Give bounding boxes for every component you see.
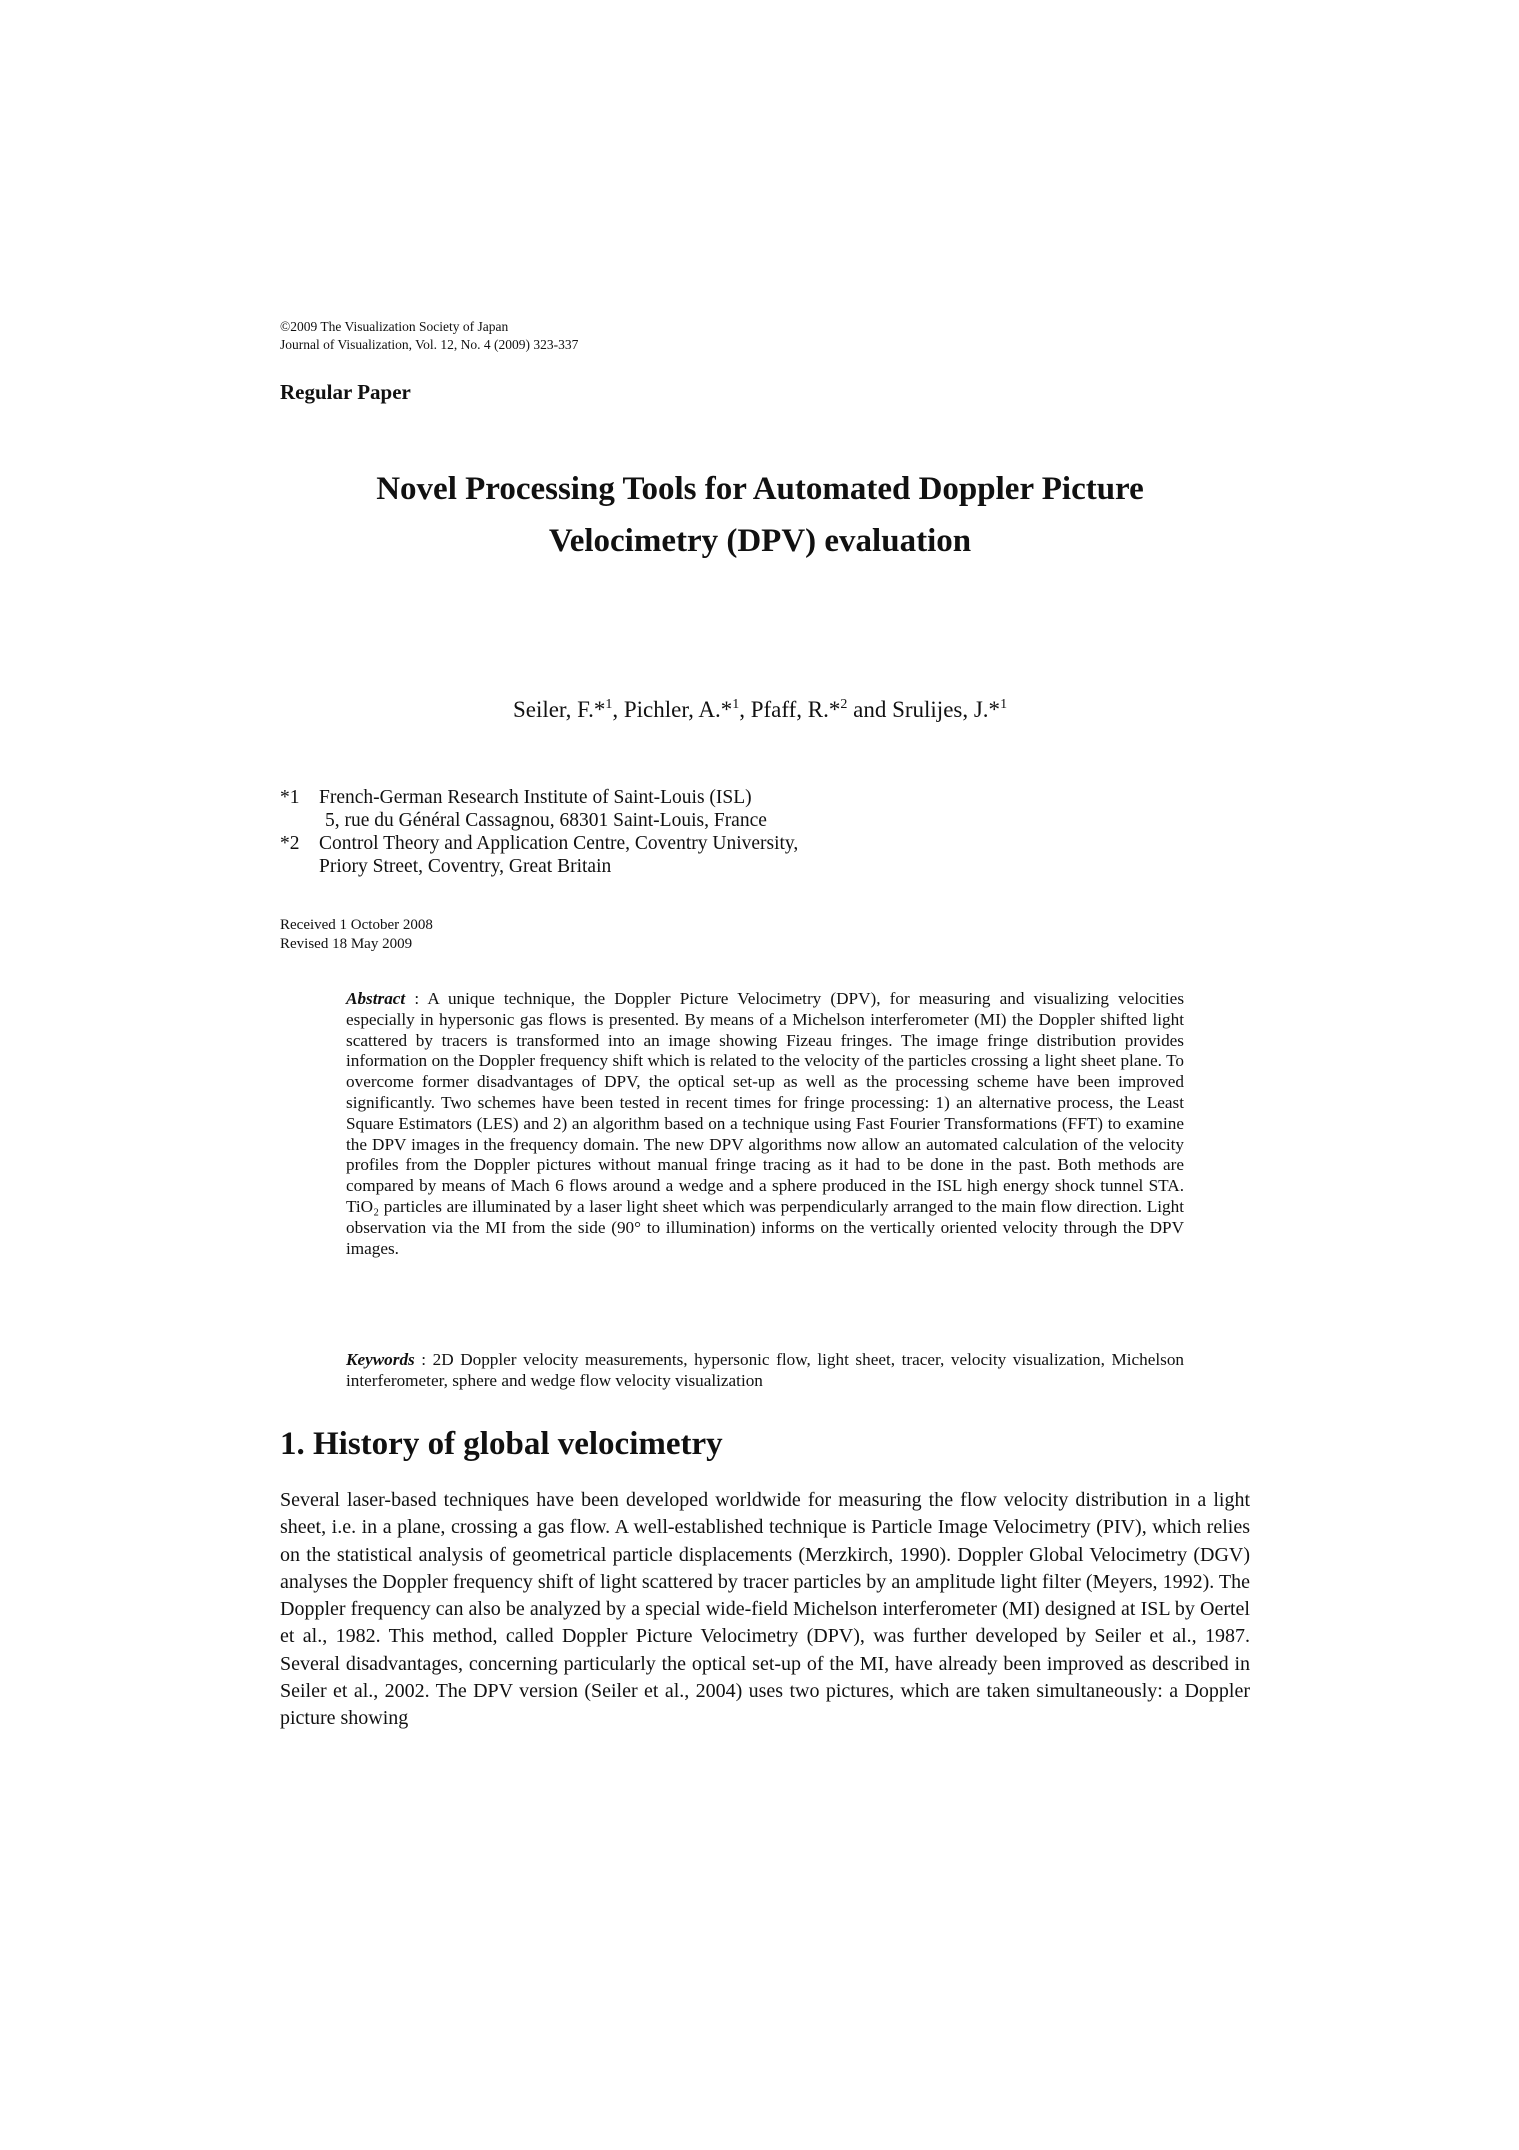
- received-date: Received 1 October 2008: [280, 917, 433, 933]
- affiliation-2-address: Priory Street, Coventry, Great Britain: [319, 856, 612, 877]
- affiliation-1: [280, 786, 752, 809]
- keywords-text: 2D Doppler velocity measurements, hypersonic flow, light sheet, tracer, velocity visualization, Michelson interferometer, sphere and wedge flow velocity visualization: [346, 1350, 1185, 1390]
- body-paragraph: Several laser-based techniques have been developed worldwide for measuring the flow velocity distribution in a light sheet, i.e. in a plane, crossing a gas flow. A well-established technique is Particle Image Velocimetry (PIV), which relies on the statistical analysis of geometrical particle displacements (Merzkirch, 1990). Doppler Global Velocimetry (DGV) analyses the Doppler frequency shift of light scattered by tracer particles by an amplitude light filter (Meyers, 1992). The Doppler frequency can also be analyzed by a special wide-field Michelson interferometer (MI) designed at ISL by Oertel et al., 1982. This method, called Doppler Picture Velocimetry (DPV), was further developed by Seiler et al., 1987. Several disadvantages, concerning particularly the optical set-up of the MI, have already been improved as described in Seiler et al., 2002. The DPV version (Seiler et al., 2004) uses two pictures, which are taken simultaneously: a Doppler picture showing: [280, 1489, 1250, 1730]
- section-heading: 1. History of global velocimetry: [280, 1426, 723, 1462]
- keywords-separator: :: [414, 1350, 433, 1369]
- affiliation-text: French-German Research Institute of Saint-Louis (ISL): [319, 787, 752, 808]
- author-affiliation-mark: 1: [1000, 697, 1008, 712]
- keywords-block: [346, 1350, 1184, 1392]
- abstract-label: Abstract: [346, 989, 406, 1008]
- affiliation-marker: *1: [280, 787, 300, 808]
- paper-title-line-1: Novel Processing Tools for Automated Doppler Picture: [376, 471, 1144, 507]
- affiliation-text: Control Theory and Application Centre, Coventry University,: [319, 833, 799, 854]
- keywords-label: Keywords: [346, 1350, 415, 1369]
- abstract-text: A unique technique, the Doppler Picture Velocimetry (DPV), for measuring and visualizing velocities especially in hypersonic gas flows is presented. By means of a Michelson interferometer (MI) the Doppler shifted light scattered by tracers is transformed into an image showing Fizeau fringes. The image fringe distribution provides information on the Doppler frequency shift which is related to the velocity of the particles crossing a light sheet plane. To overcome former disadvantages of DPV, the optical set-up as well as the processing scheme have been improved significantly. Two schemes have been tested in recent times for fringe processing: 1) an alternative process, the Least Square Estimators (LES) and 2) an algorithm based on a technique using Fast Fourier Transformations (FFT) to examine the DPV images in the frequency domain. The new DPV algorithms now allow an automated calculation of the velocity profiles from the Doppler pictures without manual fringe tracing as it had to be done in the past. Both methods are compared by means of Mach 6 flows around a wedge and a sphere produced in the ISL high energy shock tunnel STA. TiO₂ particles are illuminated by a laser light sheet which was perpendicularly arranged to the main flow direction. Light observation via the MI from the side (90° to illumination) informs on the vertically oriented velocity through the DPV images.: [346, 989, 1185, 1258]
- paper-title-line-2: Velocimetry (DPV) evaluation: [548, 523, 972, 559]
- affiliation-1-address: 5, rue du Général Cassagnou, 68301 Saint-Louis, France: [325, 810, 767, 831]
- author-name: and Srulijes, J.*: [847, 697, 1001, 722]
- revised-date: Revised 18 May 2009: [280, 936, 413, 952]
- author-affiliation-mark: 2: [840, 697, 848, 712]
- journal-citation: Journal of Visualization, Vol. 12, No. 4 (2009) 323-337: [280, 337, 579, 352]
- author-name: , Pfaff, R.*: [739, 697, 841, 722]
- abstract-separator: :: [405, 989, 428, 1008]
- affiliation-2: [280, 832, 798, 855]
- copyright-line: ©2009 The Visualization Society of Japan: [280, 319, 509, 334]
- author-affiliation-mark: 1: [605, 697, 613, 712]
- author-name: , Pichler, A.*: [612, 697, 733, 722]
- author-list: [240, 697, 1280, 723]
- abstract-block: [346, 989, 1184, 1259]
- affiliation-marker: *2: [280, 833, 300, 854]
- author-affiliation-mark: 1: [732, 697, 740, 712]
- author-name: Seiler, F.*: [512, 697, 606, 722]
- paper-type: Regular Paper: [280, 380, 411, 404]
